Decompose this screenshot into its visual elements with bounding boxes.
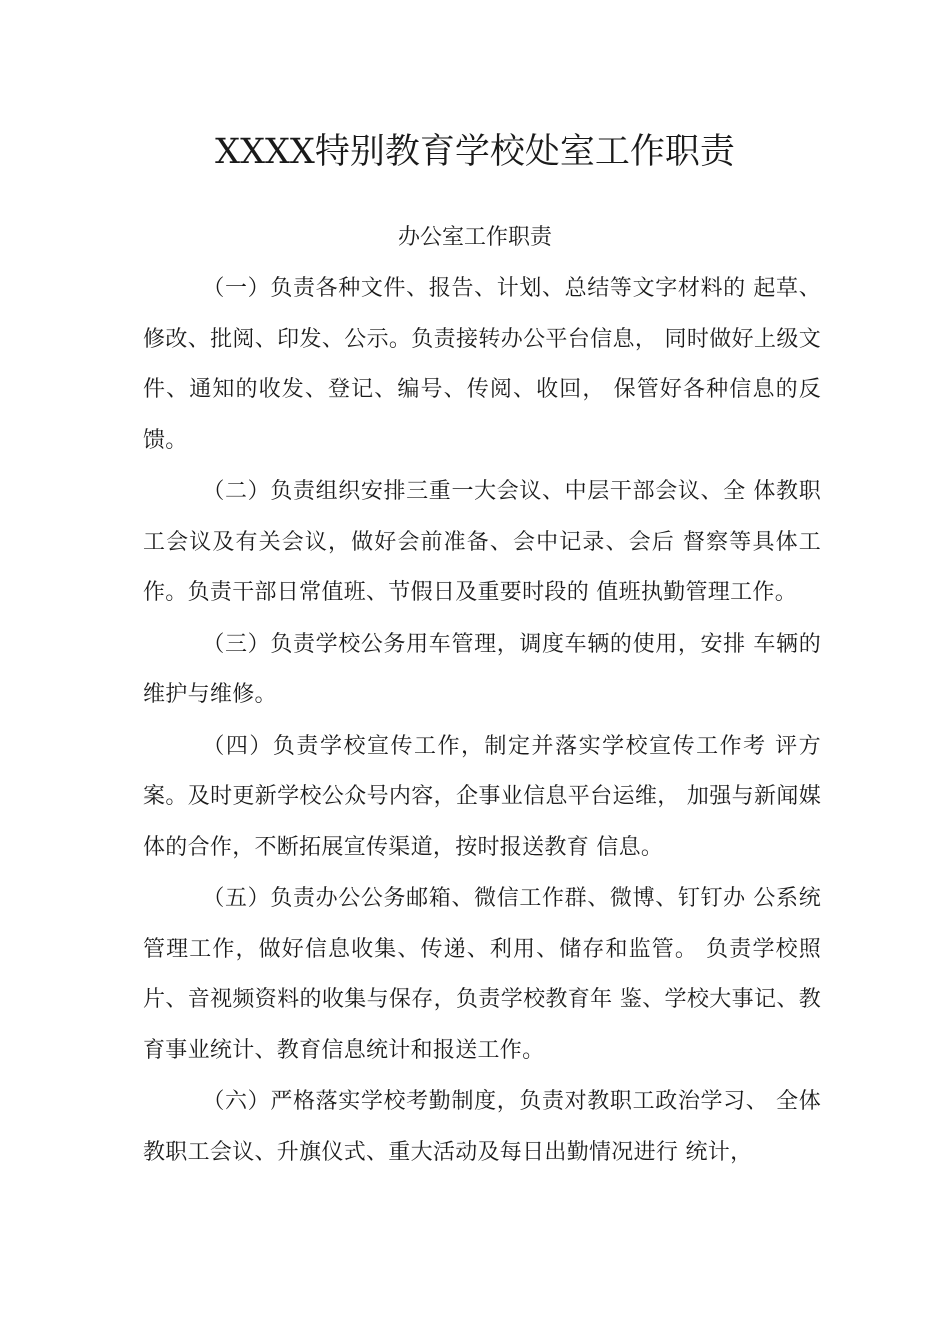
paragraph: （三）负责学校公务用车管理，调度车辆的使用，安排 车辆的维护与维修。 <box>143 631 821 707</box>
paragraph: （六）严格落实学校考勤制度，负责对教职工政治学习、 全体教职工会议、升旗仪式、重大活动及每日出勤情况进行 统计， <box>143 1089 821 1165</box>
document-body <box>143 264 821 1179</box>
section-title: 办公室工作职责 <box>397 225 552 250</box>
paragraph: （一）负责各种文件、报告、计划、总结等文字材料的 起草、修改、批阅、印发、公示。负责接转办公平台信息， 同时做好上级文件、通知的收发、登记、编号、传阅、收回， 保管好各种信息的反馈。 <box>143 276 821 453</box>
document-title: XXXX特别教育学校处室工作职责 <box>215 132 735 172</box>
paragraph: （四）负责学校宣传工作，制定并落实学校宣传工作考 评方案。及时更新学校公众号内容，企事业信息平台运维， 加强与新闻媒体的合作，不断拓展宣传渠道，按时报送教育 信息。 <box>143 733 821 860</box>
paragraph: （二）负责组织安排三重一大会议、中层干部会议、全 体教职工会议及有关会议，做好会前准备、会中记录、会后 督察等具体工作。负责干部日常值班、节假日及重要时段的 值班执勤管理工作。 <box>143 479 821 605</box>
paragraph: （五）负责办公公务邮箱、微信工作群、微博、钉钉办 公系统管理工作，做好信息收集、传递、利用、储存和监管。 负责学校照片、音视频资料的收集与保存，负责学校教育年 鉴、学校大事记、教育事业统计、教育信息统计和报送工作。 <box>143 886 821 1063</box>
